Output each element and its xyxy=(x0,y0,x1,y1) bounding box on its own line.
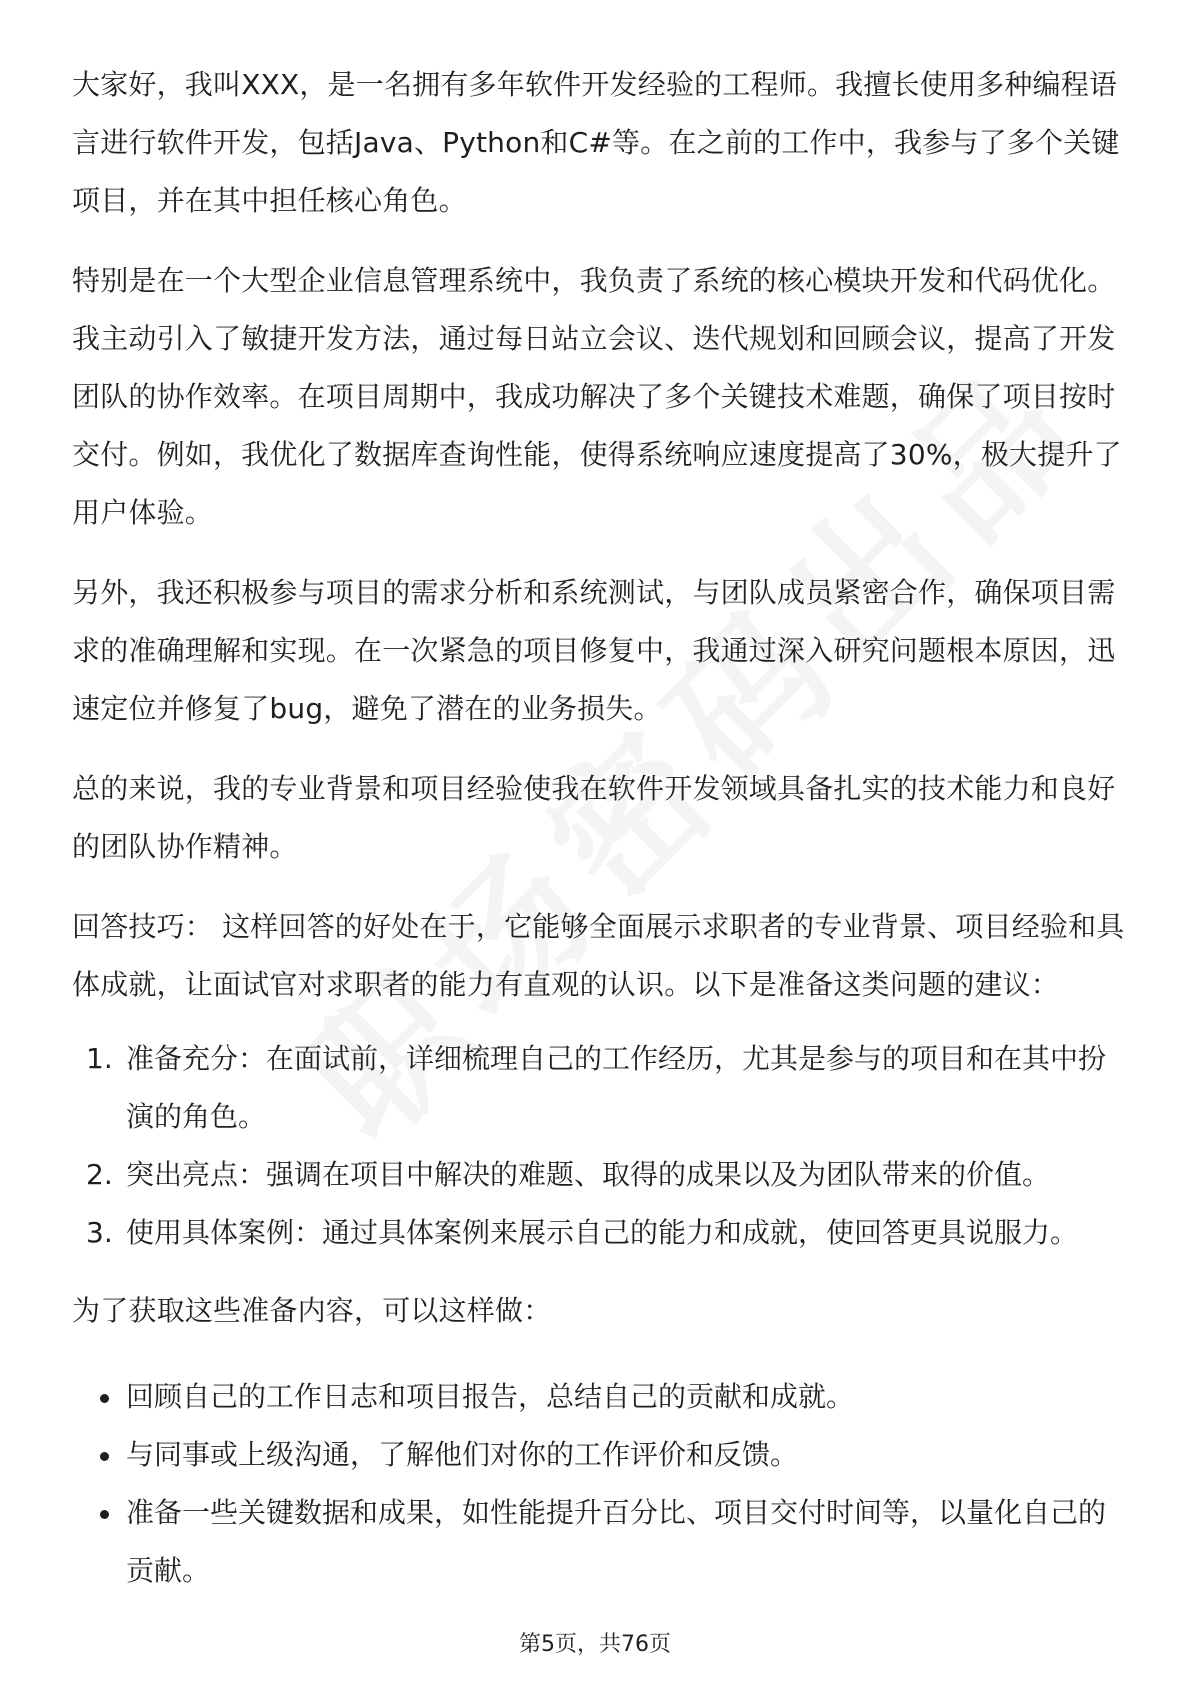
paragraph-intro: 大家好，我叫XXX，是一名拥有多年软件开发经验的工程师。我擅长使用多种编程语言进行软件开发，包括Java、Python和C#等。在之前的工作中，我参与了多个关键项目，并在其中担任核心角色。 xyxy=(72,68,1120,217)
list-item xyxy=(72,1204,1132,1262)
document-body xyxy=(72,56,1132,1600)
bullet-icon xyxy=(100,1452,109,1461)
paragraph-summary: 总的来说，我的专业背景和项目经验使我在软件开发领域具备扎实的技术能力和良好的团队协作精神。 xyxy=(72,772,1116,863)
list-item xyxy=(72,1484,1132,1600)
list-item-text: 使用具体案例：通过具体案例来展示自己的能力和成就，使回答更具说服力。 xyxy=(126,1216,1079,1249)
paragraph-answer-tips: 回答技巧： 这样回答的好处在于，它能够全面展示求职者的专业背景、项目经验和具体成就，让面试官对求职者的能力有直观的认识。以下是准备这类问题的建议： xyxy=(72,910,1125,1001)
list-item-text: 突出亮点：强调在项目中解决的难题、取得的成果以及为团队带来的价值。 xyxy=(126,1158,1051,1191)
list-number: 3. xyxy=(86,1216,113,1249)
tips-list xyxy=(72,1030,1132,1262)
list-number: 2. xyxy=(86,1158,113,1191)
page-footer: 第5页，共76页 xyxy=(519,1632,671,1657)
list-number: 1. xyxy=(86,1042,113,1075)
list-item xyxy=(72,1030,1132,1146)
list-item-text: 回顾自己的工作日志和项目报告，总结自己的贡献和成就。 xyxy=(126,1380,855,1413)
paragraph-prep-intro: 为了获取这些准备内容，可以这样做： xyxy=(72,1294,552,1327)
list-item-text: 准备充分：在面试前，详细梳理自己的工作经历，尤其是参与的项目和在其中扮演的角色。 xyxy=(126,1042,1107,1133)
list-item-text: 准备一些关键数据和成果，如性能提升百分比、项目交付时间等，以量化自己的贡献。 xyxy=(126,1496,1107,1587)
paragraph-project: 特别是在一个大型企业信息管理系统中，我负责了系统的核心模块开发和代码优化。我主动引入了敏捷开发方法，通过每日站立会议、迭代规划和回顾会议，提高了开发团队的协作效率。在项目周期中，我成功解决了多个关键技术难题，确保了项目按时交付。例如，我优化了数据库查询性能，使得系统响应速度提高了30%，极大提升了用户体验。 xyxy=(72,264,1122,529)
list-item-text: 与同事或上级沟通，了解他们对你的工作评价和反馈。 xyxy=(126,1438,799,1471)
bullet-icon xyxy=(100,1510,109,1519)
bullet-icon xyxy=(100,1394,109,1403)
list-item xyxy=(72,1426,1132,1484)
list-item xyxy=(72,1146,1132,1204)
prep-list xyxy=(72,1368,1132,1600)
list-item xyxy=(72,1368,1132,1426)
paragraph-collaboration: 另外，我还积极参与项目的需求分析和系统测试，与团队成员紧密合作，确保项目需求的准确理解和实现。在一次紧急的项目修复中，我通过深入研究问题根本原因，迅速定位并修复了bug，避免了潜在的业务损失。 xyxy=(72,576,1116,725)
